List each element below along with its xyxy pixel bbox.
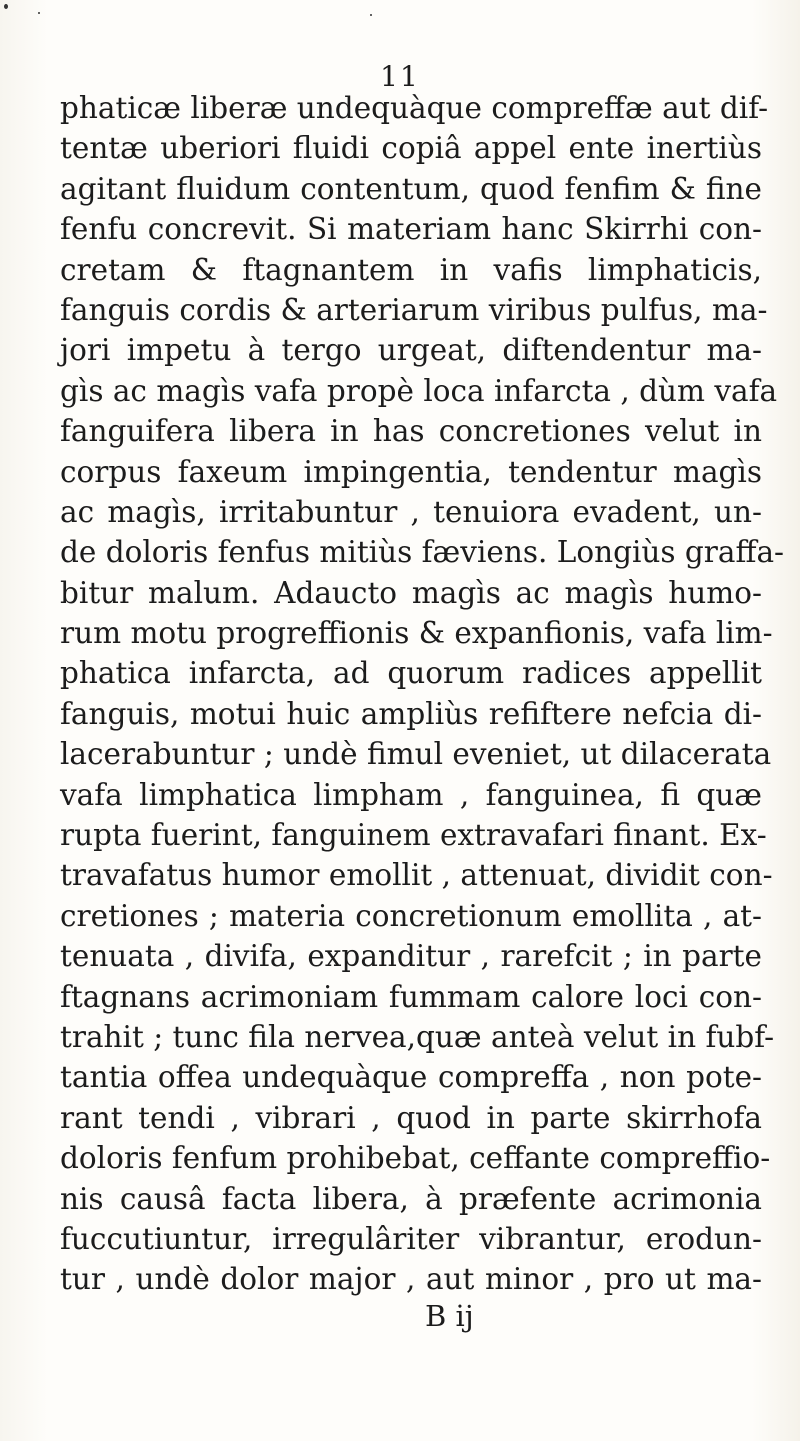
text-line: travafatus humor emollit , attenuat, dividit con- <box>60 858 773 893</box>
page-number: 11 <box>380 60 420 93</box>
ink-speck <box>4 4 8 9</box>
text-line: rum motu progreffionis & expanfionis, vafa lim- <box>60 616 773 651</box>
text-line: tantia offea undequàque compreffa , non pote- <box>60 1060 762 1095</box>
signature-mark: B ij <box>425 1299 474 1333</box>
text-line: vafa limphatica limpham , fanguinea, fi quæ <box>60 777 762 812</box>
text-line: rant tendi , vibrari , quod in parte skirrhofa <box>60 1100 762 1135</box>
text-line: rupta fuerint, fanguinem extravafari finant. Ex- <box>60 818 767 853</box>
text-line: cretiones ; materia concretionum emollita , at- <box>60 898 762 933</box>
text-line: tur , undè dolor major , aut minor , pro ut ma- <box>60 1262 762 1297</box>
text-line: gìs ac magìs vafa propè loca infarcta , dùm vafa <box>60 373 778 408</box>
text-line: cretam & ftagnantem in vafis limphaticis, <box>60 252 762 287</box>
text-line: fenfu concrevit. Si materiam hanc Skirrhi con- <box>60 212 762 247</box>
text-line: fanguifera libera in has concretiones velut in <box>60 414 762 449</box>
text-line: bitur malum. Adaucto magìs ac magìs humo- <box>60 575 762 610</box>
body-text <box>60 88 785 1300</box>
text-line: fuccutiuntur, irregulâriter vibrantur, erodun- <box>60 1221 762 1256</box>
ink-speck <box>370 14 372 16</box>
text-line: de doloris fenfus mitiùs fæviens. Longiùs graffa- <box>60 535 785 570</box>
text-line: ac magìs, irritabuntur , tenuiora evadent, un- <box>60 494 762 529</box>
text-line: tenuata , divifa, expanditur , rarefcit ; in parte <box>60 939 762 974</box>
text-line: fanguis cordis & arteriarum viribus pulfus, ma- <box>60 292 768 327</box>
text-line: tentæ uberiori fluidi copiâ appel ente inertiùs <box>60 131 762 166</box>
text-line: lacerabuntur ; undè fimul eveniet, ut dilacerata <box>60 737 772 772</box>
text-line: jori impetu à tergo urgeat, diftendentur ma- <box>60 333 762 368</box>
text-line: doloris fenfum prohibebat, ceffante compreffio- <box>60 1141 771 1176</box>
ink-speck <box>38 12 40 14</box>
text-line: ftagnans acrimoniam fummam calore loci con- <box>60 979 762 1014</box>
text-line: agitant fluidum contentum, quod fenfim & fine <box>60 171 762 206</box>
text-line: trahit ; tunc fila nervea,quæ anteà velut in fubf- <box>60 1019 775 1054</box>
text-line: corpus faxeum impingentia, tendentur magìs <box>60 454 762 489</box>
text-line: phaticæ liberæ undequàque compreffæ aut dif- <box>60 91 769 125</box>
text-line: fanguis, motui huic ampliùs refiftere nefcia di- <box>60 696 762 731</box>
text-line: nis causâ facta libera, à præfente acrimonia <box>60 1181 762 1216</box>
text-line: phatica infarcta, ad quorum radices appellit <box>60 656 762 691</box>
